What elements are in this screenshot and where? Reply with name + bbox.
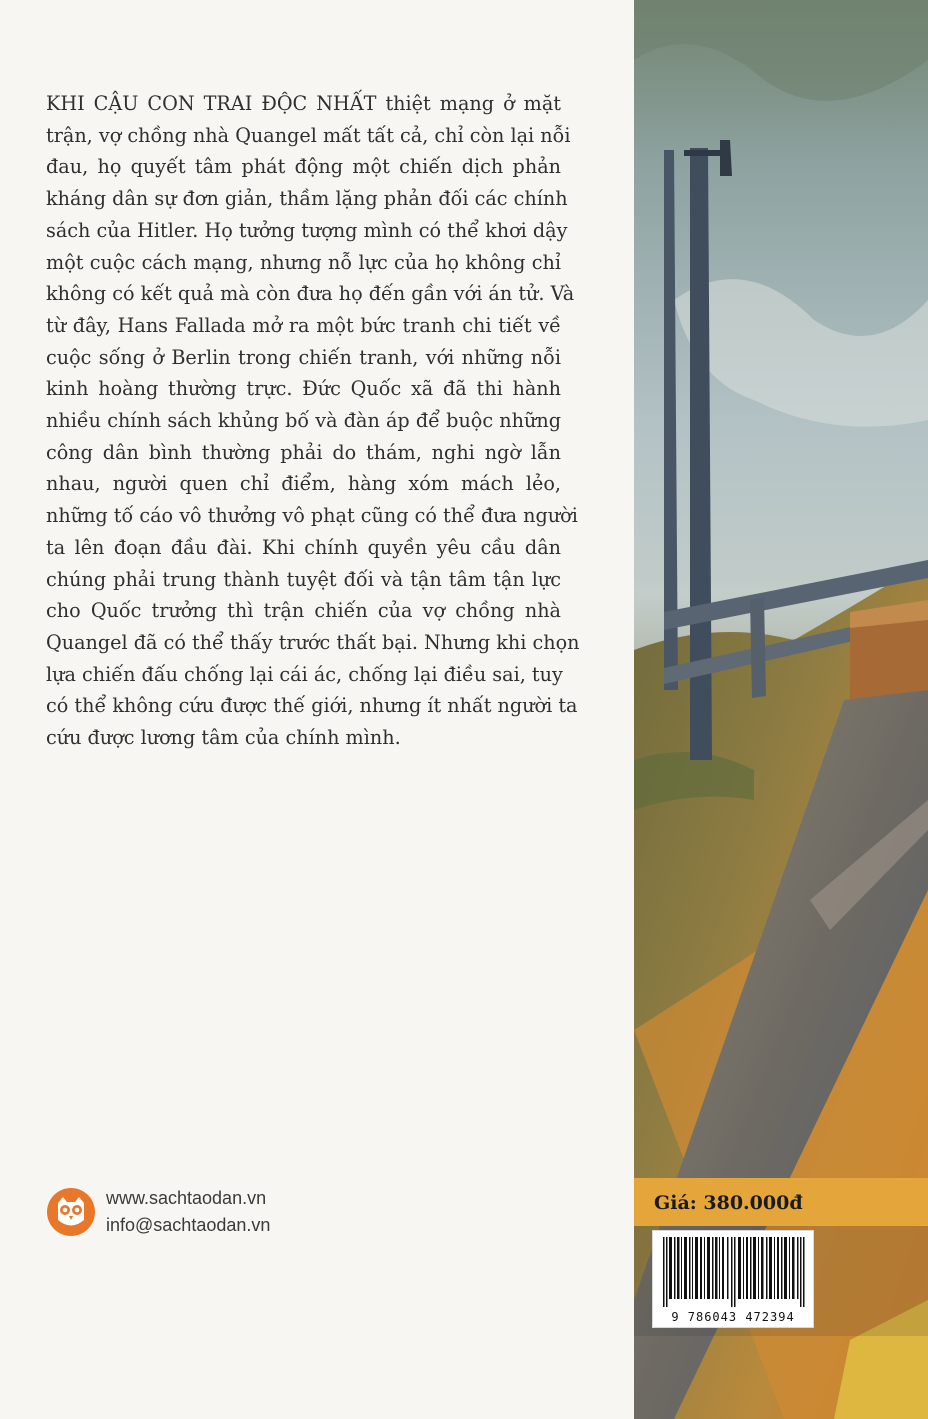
publisher-contact bbox=[46, 1185, 366, 1241]
blurb-line: một cuộc cách mạng, nhưng nỗ lực của họ không chỉ bbox=[46, 250, 561, 274]
blurb-line: không có kết quả mà còn đưa họ đến gần với án tử. Và bbox=[46, 282, 575, 306]
barcode-bars bbox=[659, 1237, 809, 1307]
blurb-line: kháng dân sự đơn giản, thầm lặng phản đối các chính bbox=[46, 187, 568, 211]
price-label: Giá: 380.000đ bbox=[654, 1192, 803, 1214]
blurb-line: có thể không cứu được thế giới, nhưng ít nhất người ta bbox=[46, 694, 578, 718]
barcode bbox=[652, 1230, 814, 1328]
blurb-line: cho Quốc trưởng thì trận chiến của vợ chồng nhà bbox=[46, 599, 561, 623]
blurb-line: ta lên đoạn đầu đài. Khi chính quyền yêu cầu dân bbox=[46, 535, 561, 559]
blurb-line: đau, họ quyết tâm phát động một chiến dịch phản bbox=[46, 155, 561, 179]
blurb-line: chúng phải trung thành tuyệt đối và tận tâm tận lực bbox=[46, 567, 561, 591]
blurb-line: từ đây, Hans Fallada mở ra một bức tranh chi tiết về bbox=[46, 313, 561, 337]
website-link[interactable]: www.sachtaodan.vn bbox=[106, 1188, 267, 1208]
blurb-line: Quangel đã có thể thấy trước thất bại. Nhưng khi chọn bbox=[46, 630, 580, 654]
blurb-line: cuộc sống ở Berlin trong chiến tranh, với những nỗi bbox=[46, 345, 561, 369]
blurb-line: cứu được lương tâm của chính mình. bbox=[46, 726, 401, 750]
blurb-line: trận, vợ chồng nhà Quangel mất tất cả, chỉ còn lại nỗi bbox=[46, 123, 571, 147]
blurb-line: KHI CẬU CON TRAI ĐỘC NHẤT thiệt mạng ở mặt bbox=[46, 92, 561, 115]
blurb-line: kinh hoàng thường trực. Đức Quốc xã đã thi hành bbox=[46, 377, 561, 401]
book-blurb bbox=[46, 88, 580, 754]
email-link[interactable]: info@sachtaodan.vn bbox=[106, 1215, 271, 1235]
owl-logo-icon bbox=[46, 1187, 96, 1237]
blurb-line: sách của Hitler. Họ tưởng tượng mình có thể khơi dậy bbox=[46, 218, 568, 242]
blurb-line: lựa chiến đấu chống lại cái ác, chống lại điều sai, tuy bbox=[46, 662, 563, 686]
blurb-line: công dân bình thường phải do thám, nghi ngờ lẫn bbox=[46, 440, 561, 464]
blurb-line: nhau, người quen chỉ điểm, hàng xóm mách lẻo, bbox=[46, 472, 561, 496]
blurb-line: nhiều chính sách khủng bố và đàn áp để buộc những bbox=[46, 409, 561, 433]
blurb-line: những tố cáo vô thưởng vô phạt cũng có thể đưa người bbox=[46, 504, 578, 528]
isbn-number: 9 786043 472394 bbox=[671, 1310, 795, 1324]
